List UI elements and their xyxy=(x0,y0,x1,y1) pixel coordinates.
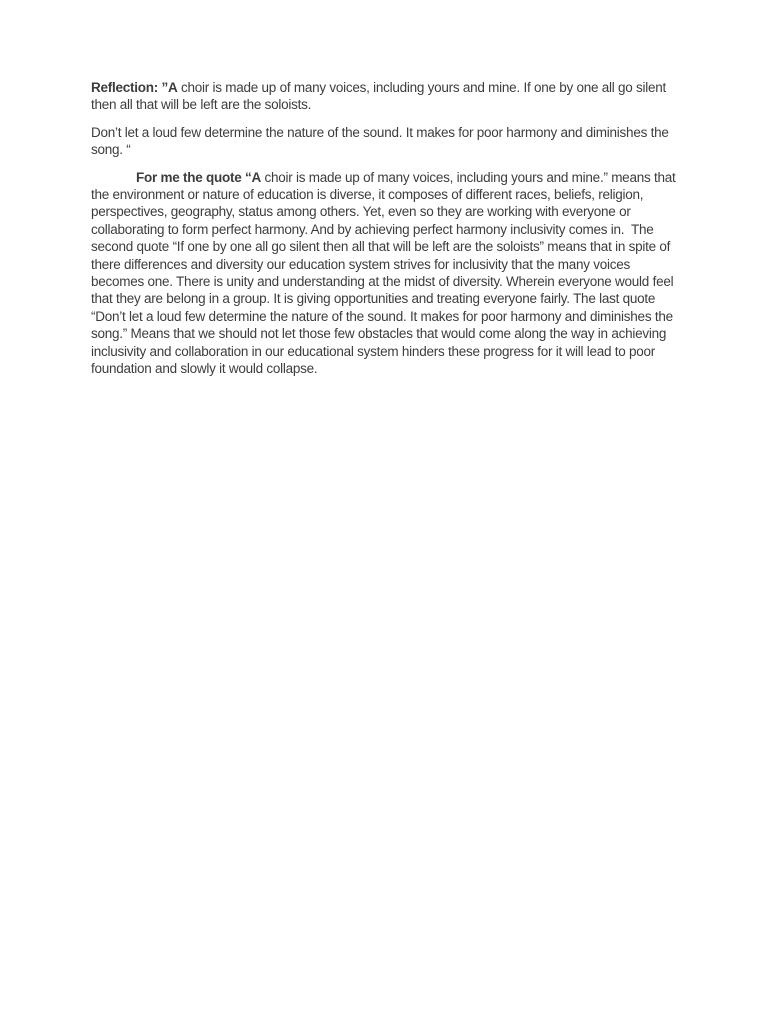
paragraph-quote-part-2 xyxy=(91,124,686,159)
body-bold-lead: For me the quote “A xyxy=(136,169,262,185)
paragraph-reflection-body xyxy=(91,169,686,378)
quote-1-bold-lead: Reflection: ”A xyxy=(91,80,178,95)
paragraph-quote-part-1 xyxy=(91,79,686,114)
quote-1-text: choir is made up of many voices, including yours and mine. If one by one all go silent then all that will be left are the soloists. xyxy=(91,80,670,113)
body-text: choir is made up of many voices, including yours and mine.” means that the environment or nature of education is diverse, it composes of different races, beliefs, religion, perspectives, geography, status among others. Yet, even so they are working with everyone or collaborating to form perfect harmony. And by achieving perfect harmony inclusivity comes in. The second quote “If one by one all go silent then all that will be left are the soloists” means that in spite of there differences and diversity our education system strives for inclusivity that the many voices becomes one. There is unity and understanding at the midst of diversity. Wherein everyone would feel that they are belong in a group. It is giving opportunities and treating everyone fairly. The last quote “Don’t let a loud few determine the nature of the sound. It makes for poor harmony and diminishes the song.” Means that we should not let those few obstacles that would come along the way in achieving inclusivity and collaboration in our educational system hinders these progress for it will lead to poor foundation and slowly it would collapse. xyxy=(91,169,679,377)
quote-2-text: Don’t let a loud few determine the nature of the sound. It makes for poor harmony and diminishes the song. “ xyxy=(91,124,673,158)
